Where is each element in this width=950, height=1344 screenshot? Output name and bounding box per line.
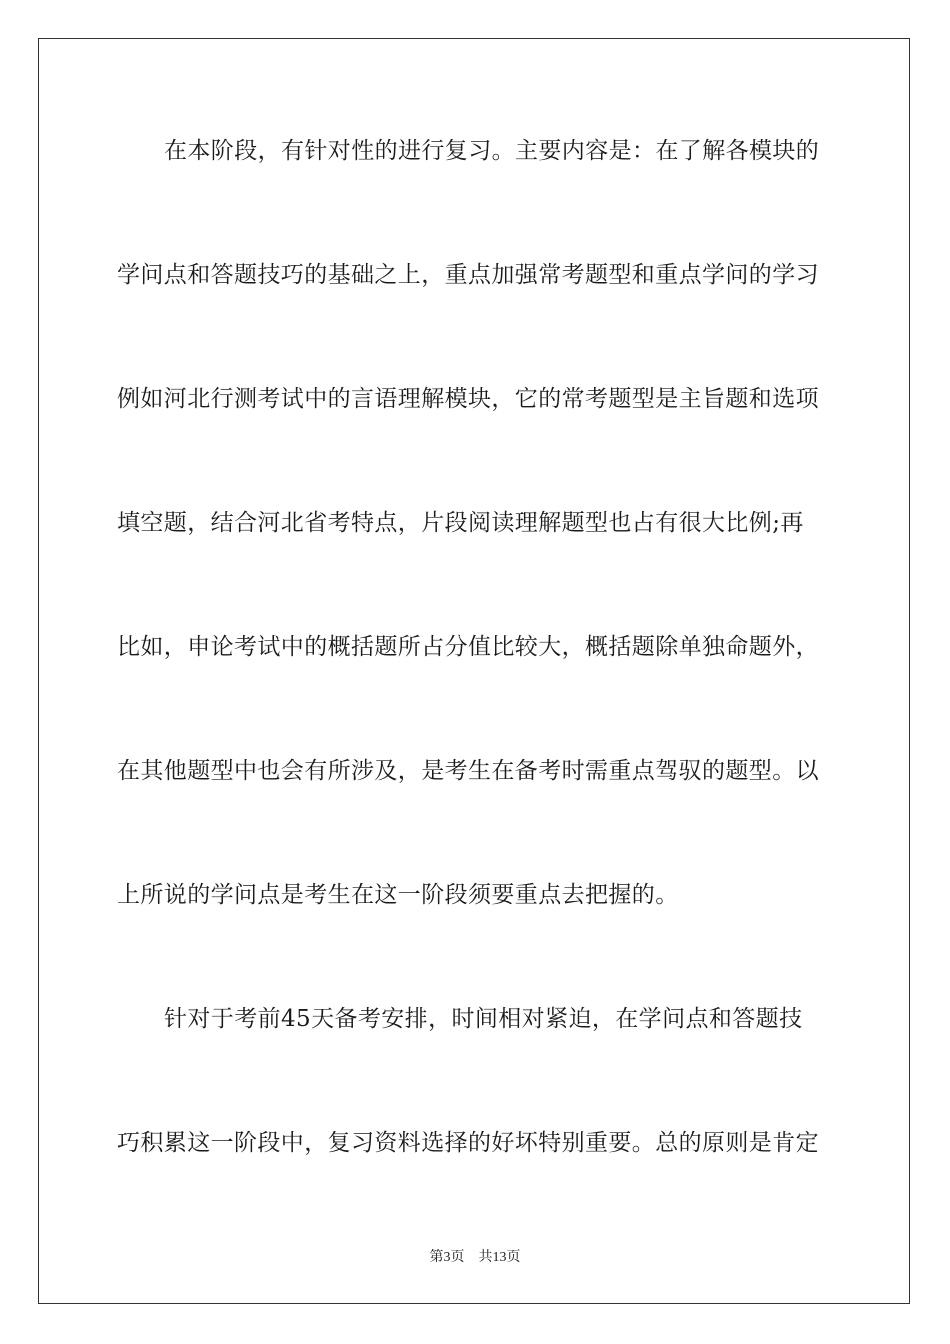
paragraph-1-line-5: 比如，申论考试中的概括题所占分值比较大，概括题除单独命题外， [117, 634, 819, 660]
paragraph-1-line-1: 在本阶段，有针对性的进行复习。主要内容是：在了解各模块的 [164, 138, 820, 164]
paragraph-1-line-7: 上所说的学问点是考生在这一阶段须要重点去把握的。 [117, 882, 679, 908]
paragraph-1-line-6: 在其他题型中也会有所涉及，是考生在备考时需重点驾驭的题型。以 [117, 758, 819, 784]
paragraph-2-line-1: 针对于考前45天备考安排，时间相对紧迫，在学问点和答题技 [164, 1006, 803, 1032]
page-number: 第3页 [429, 1250, 465, 1265]
paragraph-2-line-2: 巧积累这一阶段中，复习资料选择的好坏特别重要。总的原则是肯定 [117, 1130, 819, 1156]
page-border [38, 38, 910, 1304]
paragraph-1-line-3: 例如河北行测考试中的言语理解模块，它的常考题型是主旨题和选项 [117, 386, 819, 412]
paragraph-1-line-2: 学问点和答题技巧的基础之上，重点加强常考题型和重点学问的学习 [117, 262, 819, 288]
page-footer [0, 1246, 950, 1266]
page-total: 共13页 [478, 1250, 521, 1265]
paragraph-1-line-4: 填空题，结合河北省考特点，片段阅读理解题型也占有很大比例;再 [117, 510, 804, 536]
